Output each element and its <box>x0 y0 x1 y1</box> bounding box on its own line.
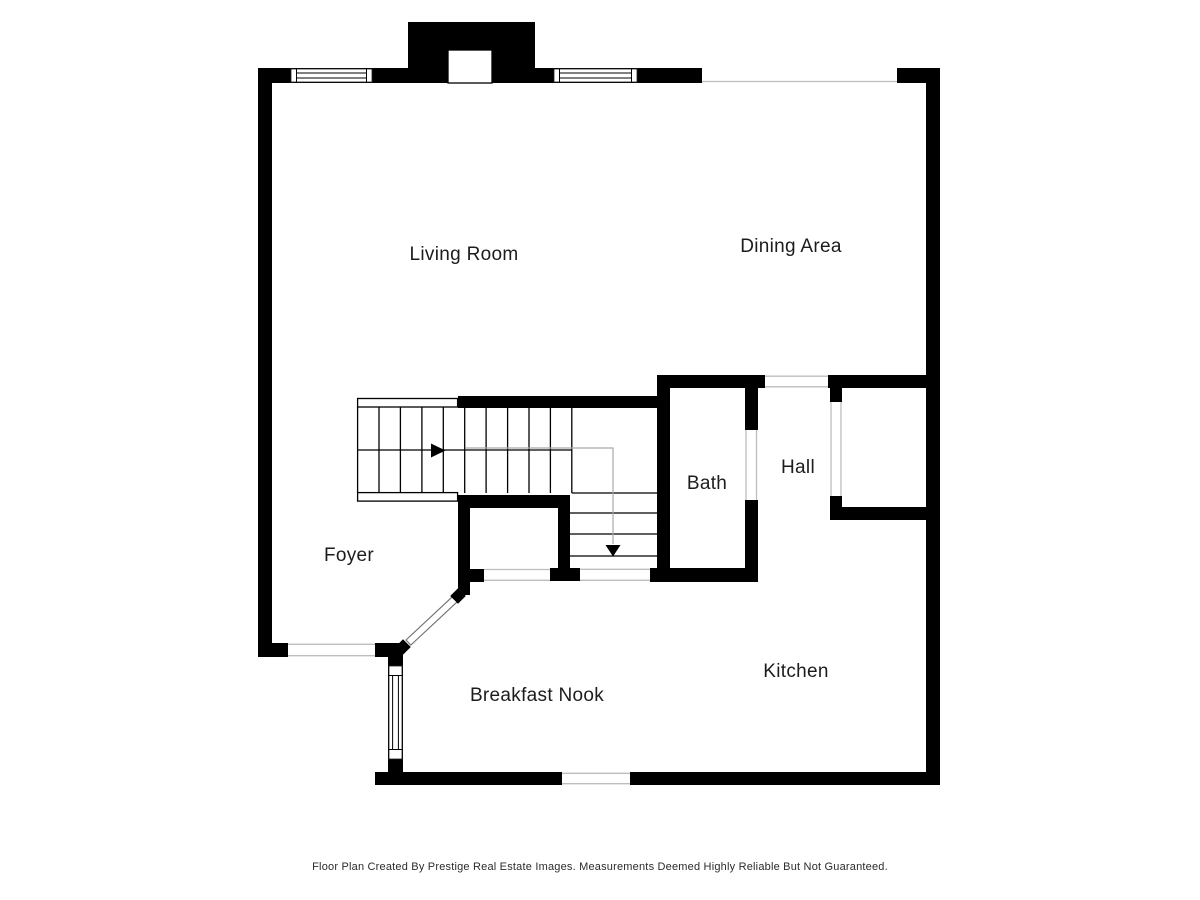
window-top-left <box>291 69 373 83</box>
down-arrow-icon <box>606 545 621 557</box>
wall <box>458 495 470 595</box>
room-label-dining-area: Dining Area <box>740 236 842 257</box>
room-label-kitchen: Kitchen <box>763 661 829 682</box>
wall <box>830 507 926 520</box>
staircase <box>358 399 657 557</box>
window-icon <box>554 69 638 83</box>
room-label-hall: Hall <box>781 457 815 478</box>
footer-disclaimer: Floor Plan Created By Prestige Real Estate Images. Measurements Deemed Highly Reliable But Not Guaranteed. <box>312 861 888 873</box>
wall <box>657 375 765 388</box>
stair-treads <box>358 407 572 493</box>
wall <box>550 568 580 581</box>
wall <box>828 375 926 388</box>
window-top-right <box>554 69 638 83</box>
firebox <box>448 50 492 83</box>
wall <box>638 68 702 83</box>
stair-landing-rail <box>358 493 458 502</box>
wall <box>745 388 758 430</box>
wall <box>657 375 670 582</box>
wall <box>650 568 758 582</box>
stair-landing-rail <box>358 399 458 408</box>
room-label-bath: Bath <box>686 473 728 494</box>
wall <box>535 68 553 83</box>
wall <box>258 68 290 83</box>
room-label-breakfast-nook: Breakfast Nook <box>469 685 605 706</box>
exterior-walls <box>258 68 940 785</box>
window-icon <box>389 666 403 760</box>
fireplace <box>408 22 535 83</box>
front-door <box>395 588 466 655</box>
wall <box>462 495 567 508</box>
wall <box>558 495 570 568</box>
wall <box>470 569 484 582</box>
wall <box>375 772 562 785</box>
room-label-living-room: Living Room <box>409 244 519 265</box>
wall <box>926 68 940 785</box>
wall <box>630 772 940 785</box>
wall <box>258 68 272 657</box>
wall <box>388 760 403 772</box>
window-icon <box>291 69 373 83</box>
window-breakfast-nook <box>389 666 403 760</box>
wall <box>830 388 842 402</box>
room-label-foyer: Foyer <box>323 545 375 566</box>
wall <box>458 396 657 408</box>
wall <box>258 643 288 657</box>
wall <box>373 68 410 83</box>
